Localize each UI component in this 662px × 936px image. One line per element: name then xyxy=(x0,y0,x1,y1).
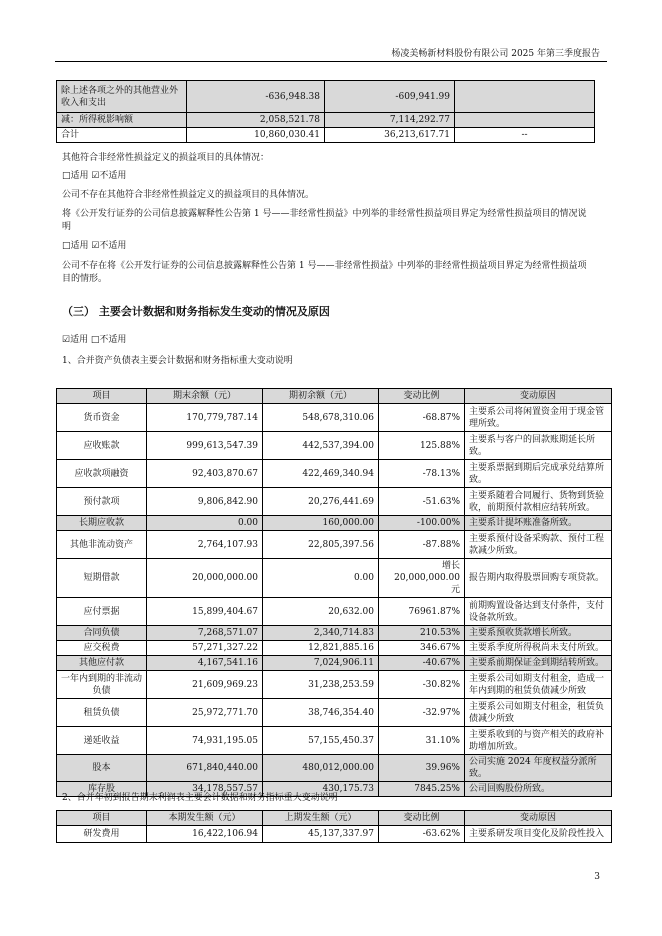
t2-change-ratio: -68.87% xyxy=(379,404,465,432)
t2-reason: 前期购置设备达到支付条件，支付设备款所致。 xyxy=(465,598,612,626)
page-number: 3 xyxy=(594,872,600,882)
t2-item: 短期借款 xyxy=(57,559,147,598)
t2-change-ratio: 39.96% xyxy=(379,755,465,782)
checkbox-applicable-3: ☑适用 □不适用 xyxy=(62,335,127,345)
t2-begin-balance: 548,678,310.06 xyxy=(263,404,379,432)
para-reclassification: 将《公开发行证券的公司信息披露解释性公告第 1 号——非经常性损益》中列举的非经常性损益项目界定为经常性损益项目的情况说明 xyxy=(62,209,587,232)
t2-item: 货币资金 xyxy=(57,404,147,432)
t2-reason: 主要系公司如期支付租金，造成一年内到期的租赁负债减少所致 xyxy=(465,671,612,699)
checkbox-applicable-2: □适用 ☑不适用 xyxy=(62,241,127,251)
t2-change-ratio: -40.67% xyxy=(379,656,465,671)
t2-change-ratio: -87.88% xyxy=(379,531,465,559)
t2-change-ratio: 125.88% xyxy=(379,432,465,460)
subheading-income-statement: 2、合并年初到报告期末利润表主要会计数据和财务指标重大变动说明 xyxy=(62,793,338,803)
t2-begin-balance: 7,024,906.11 xyxy=(263,656,379,671)
t2-begin-balance: 442,537,394.00 xyxy=(263,432,379,460)
t2-reason: 公司回购股份所致。 xyxy=(465,782,612,797)
t2-change-ratio: 346.67% xyxy=(379,641,465,656)
table-row xyxy=(57,598,612,626)
para-no-reclassification: 公司不存在将《公开发行证券的公司信息披露解释性公告第 1 号——非经常性损益》中列举的非经常性损益项目界定为经常性损益项目的情形。 xyxy=(62,261,587,284)
t2-reason: 主要系前期保证金到期结转所致。 xyxy=(465,656,612,671)
t2-reason: 主要系票据到期后完成承兑结算所致。 xyxy=(465,460,612,488)
col-header-change-ratio: 变动比例 xyxy=(379,811,465,826)
t2-end-balance: 671,840,440.00 xyxy=(147,755,263,782)
t2-begin-balance: 12,821,885.16 xyxy=(263,641,379,656)
t2-begin-balance: 20,632.00 xyxy=(263,598,379,626)
t3-current: 16,422,106.94 xyxy=(147,826,263,843)
t2-end-balance: 9,806,842.90 xyxy=(147,488,263,516)
t2-end-balance: 20,000,000.00 xyxy=(147,559,263,598)
t2-end-balance: 999,613,547.39 xyxy=(147,432,263,460)
table-row xyxy=(57,460,612,488)
header-divider xyxy=(55,61,607,62)
t3-prior: 45,137,337.97 xyxy=(263,826,379,843)
t1-ytd: 36,213,617.71 xyxy=(325,128,455,143)
col-header-reason: 变动原因 xyxy=(465,389,612,404)
table-row xyxy=(57,727,612,755)
t2-change-ratio: 增长 20,000,000.00 元 xyxy=(379,559,465,598)
t2-item: 应收账款 xyxy=(57,432,147,460)
t2-end-balance: 15,899,404.67 xyxy=(147,598,263,626)
t2-begin-balance: 160,000.00 xyxy=(263,516,379,531)
table-row xyxy=(57,699,612,727)
t1-current: 10,860,030.41 xyxy=(187,128,325,143)
table-row xyxy=(57,656,612,671)
t2-item: 库存股 xyxy=(57,782,147,797)
t2-reason: 主要系公司将闲置资金用于现金管理所致。 xyxy=(465,404,612,432)
t2-item: 应付票据 xyxy=(57,598,147,626)
col-header-prior-period: 上期发生额（元） xyxy=(263,811,379,826)
col-header-reason: 变动原因 xyxy=(465,811,612,826)
t2-change-ratio: -51.63% xyxy=(379,488,465,516)
table-row xyxy=(57,755,612,782)
t1-current: -636,948.38 xyxy=(187,81,325,113)
t2-reason: 主要系计提坏账准备所致。 xyxy=(465,516,612,531)
t2-reason: 主要系预付设备采购款、预付工程款减少所致。 xyxy=(465,531,612,559)
page-header-title: 杨凌美畅新材料股份有限公司 2025 年第三季度报告 xyxy=(391,49,600,59)
income-statement-changes-table xyxy=(56,810,612,843)
t2-change-ratio: -100.00% xyxy=(379,516,465,531)
t3-reason: 主要系研发项目变化及阶段性投入 xyxy=(465,826,612,843)
col-header-end-balance: 期末余额（元） xyxy=(147,389,263,404)
col-header-current-period: 本期发生额（元） xyxy=(147,811,263,826)
col-header-item: 项目 xyxy=(57,811,147,826)
non-recurring-table xyxy=(56,80,595,143)
t2-change-ratio: 7845.25% xyxy=(379,782,465,797)
t2-end-balance: 2,764,107.93 xyxy=(147,531,263,559)
table-row xyxy=(57,404,612,432)
t2-change-ratio: -30.82% xyxy=(379,671,465,699)
para-no-other-items: 公司不存在其他符合非经常性损益定义的损益项目的具体情况。 xyxy=(62,190,315,200)
table-row xyxy=(57,559,612,598)
t1-current: 2,058,521.78 xyxy=(187,113,325,128)
t1-ytd: 7,114,292.77 xyxy=(325,113,455,128)
t1-item: 合计 xyxy=(57,128,187,143)
t2-end-balance: 57,271,327.22 xyxy=(147,641,263,656)
t2-begin-balance: 2,340,714.83 xyxy=(263,626,379,641)
t1-ytd: -609,941.99 xyxy=(325,81,455,113)
balance-sheet-changes-table xyxy=(56,388,612,797)
t2-item: 预付款项 xyxy=(57,488,147,516)
t2-item: 应收款项融资 xyxy=(57,460,147,488)
t1-note xyxy=(455,113,595,128)
t2-reason: 主要系预收货款增长所致。 xyxy=(465,626,612,641)
t2-begin-balance: 22,805,397.56 xyxy=(263,531,379,559)
col-header-item: 项目 xyxy=(57,389,147,404)
t2-item: 合同负债 xyxy=(57,626,147,641)
t3-item: 研发费用 xyxy=(57,826,147,843)
subheading-balance-sheet: 1、合并资产负债表主要会计数据和财务指标重大变动说明 xyxy=(62,356,293,366)
t2-end-balance: 25,972,771.70 xyxy=(147,699,263,727)
t2-reason: 公司实施 2024 年度权益分派所致。 xyxy=(465,755,612,782)
table-row xyxy=(57,432,612,460)
table-row xyxy=(57,516,612,531)
section-heading: （三） 主要会计数据和财务指标发生变动的情况及原因 xyxy=(62,305,330,318)
t2-item: 长期应收款 xyxy=(57,516,147,531)
t1-item: 除上述各项之外的其他营业外收入和支出 xyxy=(57,81,187,113)
t2-end-balance: 34,178,557.57 xyxy=(147,782,263,797)
t2-item: 其他应付款 xyxy=(57,656,147,671)
t2-begin-balance: 0.00 xyxy=(263,559,379,598)
t2-end-balance: 4,167,541.16 xyxy=(147,656,263,671)
t2-end-balance: 0.00 xyxy=(147,516,263,531)
t1-note xyxy=(455,81,595,113)
t2-reason: 主要系与客户的回款账期延长所致。 xyxy=(465,432,612,460)
t2-item: 递延收益 xyxy=(57,727,147,755)
col-header-change-ratio: 变动比例 xyxy=(379,389,465,404)
t1-note: -- xyxy=(455,128,595,143)
t2-begin-balance: 422,469,340.94 xyxy=(263,460,379,488)
t2-end-balance: 170,779,787.14 xyxy=(147,404,263,432)
t2-begin-balance: 57,155,450.37 xyxy=(263,727,379,755)
t2-item: 其他非流动资产 xyxy=(57,531,147,559)
t2-end-balance: 74,931,195.05 xyxy=(147,727,263,755)
table-row xyxy=(57,626,612,641)
t2-change-ratio: 31.10% xyxy=(379,727,465,755)
t1-item: 减：所得税影响额 xyxy=(57,113,187,128)
t2-end-balance: 92,403,870.67 xyxy=(147,460,263,488)
t2-change-ratio: 210.53% xyxy=(379,626,465,641)
t3-ratio: -63.62% xyxy=(379,826,465,843)
t2-reason: 主要系季度所得税尚未支付所致。 xyxy=(465,641,612,656)
t2-reason: 主要系收到的与资产相关的政府补助增加所致。 xyxy=(465,727,612,755)
t2-item: 股本 xyxy=(57,755,147,782)
t2-reason: 报告期内取得股票回购专项贷款。 xyxy=(465,559,612,598)
t2-begin-balance: 430,175.73 xyxy=(263,782,379,797)
table-row xyxy=(57,671,612,699)
t2-reason: 主要系公司如期支付租金，租赁负债减少所致 xyxy=(465,699,612,727)
t2-end-balance: 7,268,571.07 xyxy=(147,626,263,641)
checkbox-applicable-1: □适用 ☑不适用 xyxy=(62,171,127,181)
t2-item: 应交税费 xyxy=(57,641,147,656)
t2-begin-balance: 31,238,253.59 xyxy=(263,671,379,699)
t2-item: 租赁负债 xyxy=(57,699,147,727)
t2-begin-balance: 38,746,354.40 xyxy=(263,699,379,727)
table-row xyxy=(57,641,612,656)
t2-begin-balance: 480,012,000.00 xyxy=(263,755,379,782)
t2-change-ratio: 76961.87% xyxy=(379,598,465,626)
col-header-begin-balance: 期初余额（元） xyxy=(263,389,379,404)
t2-item: 一年内到期的非流动负债 xyxy=(57,671,147,699)
t2-change-ratio: -78.13% xyxy=(379,460,465,488)
t2-begin-balance: 20,276,441.69 xyxy=(263,488,379,516)
table-row xyxy=(57,488,612,516)
table-row xyxy=(57,531,612,559)
t2-end-balance: 21,609,969.23 xyxy=(147,671,263,699)
t2-reason: 主要系随着合同履行、货物到货验收，前期预付款相应结转所致。 xyxy=(465,488,612,516)
para-other-items: 其他符合非经常性损益定义的损益项目的具体情况： xyxy=(62,153,270,163)
t2-change-ratio: -32.97% xyxy=(379,699,465,727)
